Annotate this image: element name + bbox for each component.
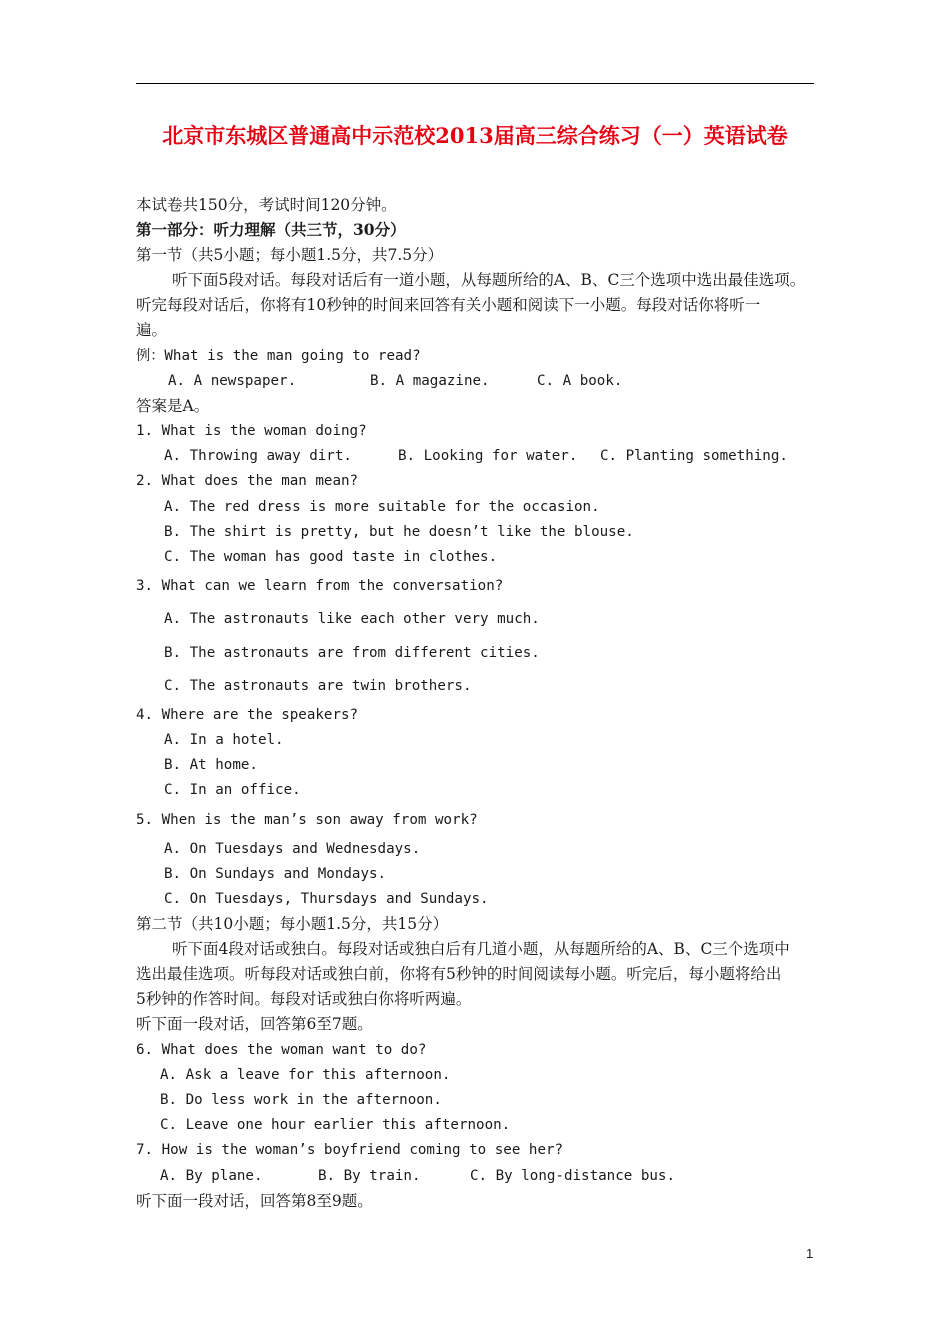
section1-instruction: 听完每段对话后，你将有10秒钟的时间来回答有关小题和阅读下一小题。每段对话你将听一 bbox=[136, 296, 761, 314]
example-option-b: B. A magazine. bbox=[370, 373, 490, 389]
section1-heading: 第一节（共5小题；每小题1.5分，共7.5分） bbox=[136, 246, 444, 264]
question-7: 7. How is the woman’s boyfriend coming to see her? bbox=[136, 1142, 564, 1158]
question-3: 3. What can we learn from the conversation? bbox=[136, 578, 504, 594]
question-3-option-c: C. The astronauts are twin brothers. bbox=[164, 678, 472, 694]
question-4-option-b: B. At home. bbox=[164, 757, 258, 773]
question-4-option-c: C. In an office. bbox=[164, 782, 301, 798]
section1-instruction: 遍。 bbox=[136, 321, 168, 339]
question-2: 2. What does the man mean? bbox=[136, 473, 359, 489]
dialog-intro-8-9: 听下面一段对话，回答第8至9题。 bbox=[136, 1192, 373, 1210]
question-6: 6. What does the woman want to do? bbox=[136, 1042, 427, 1058]
example-answer: 答案是A。 bbox=[136, 397, 210, 415]
question-1-option-c: C. Planting something. bbox=[600, 448, 788, 464]
section2-heading: 第二节（共10小题；每小题1.5分，共15分） bbox=[136, 915, 449, 933]
question-2-option-c: C. The woman has good taste in clothes. bbox=[164, 549, 498, 565]
question-6-option-a: A. Ask a leave for this afternoon. bbox=[160, 1067, 451, 1083]
example-option-a: A. A newspaper. bbox=[168, 373, 297, 389]
question-3-option-a: A. The astronauts like each other very much. bbox=[164, 611, 540, 627]
section2-instruction: 听下面4段对话或独白。每段对话或独白后有几道小题，从每题所给的A、B、C三个选项中 bbox=[172, 940, 790, 958]
page-number: 1 bbox=[806, 1246, 814, 1261]
question-3-option-b: B. The astronauts are from different cities. bbox=[164, 645, 540, 661]
section2-instruction: 5秒钟的作答时间。每段对话或独白你将听两遍。 bbox=[136, 990, 472, 1008]
question-1: 1. What is the woman doing? bbox=[136, 423, 367, 439]
question-1-option-b: B. Looking for water. bbox=[398, 448, 578, 464]
question-7-option-b: B. By train. bbox=[318, 1168, 421, 1184]
question-7-option-a: A. By plane. bbox=[160, 1168, 263, 1184]
intro-text: 本试卷共150分，考试时间120分钟。 bbox=[136, 196, 397, 214]
document-title: 北京市东城区普通高中示范校2013届高三综合练习（一）英语试卷 bbox=[162, 123, 788, 148]
header-rule bbox=[136, 83, 814, 84]
example-question: 例：What is the man going to read? bbox=[136, 348, 421, 364]
question-5-option-b: B. On Sundays and Mondays. bbox=[164, 866, 387, 882]
question-5-option-a: A. On Tuesdays and Wednesdays. bbox=[164, 841, 421, 857]
section1-instruction: 听下面5段对话。每段对话后有一道小题，从每题所给的A、B、C三个选项中选出最佳选项。 bbox=[172, 271, 806, 289]
question-6-option-c: C. Leave one hour earlier this afternoon. bbox=[160, 1117, 511, 1133]
section2-instruction: 选出最佳选项。听每段对话或独白前，你将有5秒钟的时间阅读每小题。听完后，每小题将给出 bbox=[136, 965, 782, 983]
question-5-option-c: C. On Tuesdays, Thursdays and Sundays. bbox=[164, 891, 489, 907]
dialog-intro-6-7: 听下面一段对话，回答第6至7题。 bbox=[136, 1015, 373, 1033]
part1-heading: 第一部分：听力理解（共三节，30分） bbox=[136, 220, 406, 239]
question-4-option-a: A. In a hotel. bbox=[164, 732, 284, 748]
question-2-option-a: A. The red dress is more suitable for the occasion. bbox=[164, 499, 600, 515]
question-2-option-b: B. The shirt is pretty, but he doesn’t like the blouse. bbox=[164, 524, 634, 540]
question-6-option-b: B. Do less work in the afternoon. bbox=[160, 1092, 442, 1108]
question-7-option-c: C. By long-distance bus. bbox=[470, 1168, 675, 1184]
question-1-option-a: A. Throwing away dirt. bbox=[164, 448, 352, 464]
example-option-c: C. A book. bbox=[537, 373, 623, 389]
question-4: 4. Where are the speakers? bbox=[136, 707, 359, 723]
question-5: 5. When is the man’s son away from work? bbox=[136, 812, 478, 828]
